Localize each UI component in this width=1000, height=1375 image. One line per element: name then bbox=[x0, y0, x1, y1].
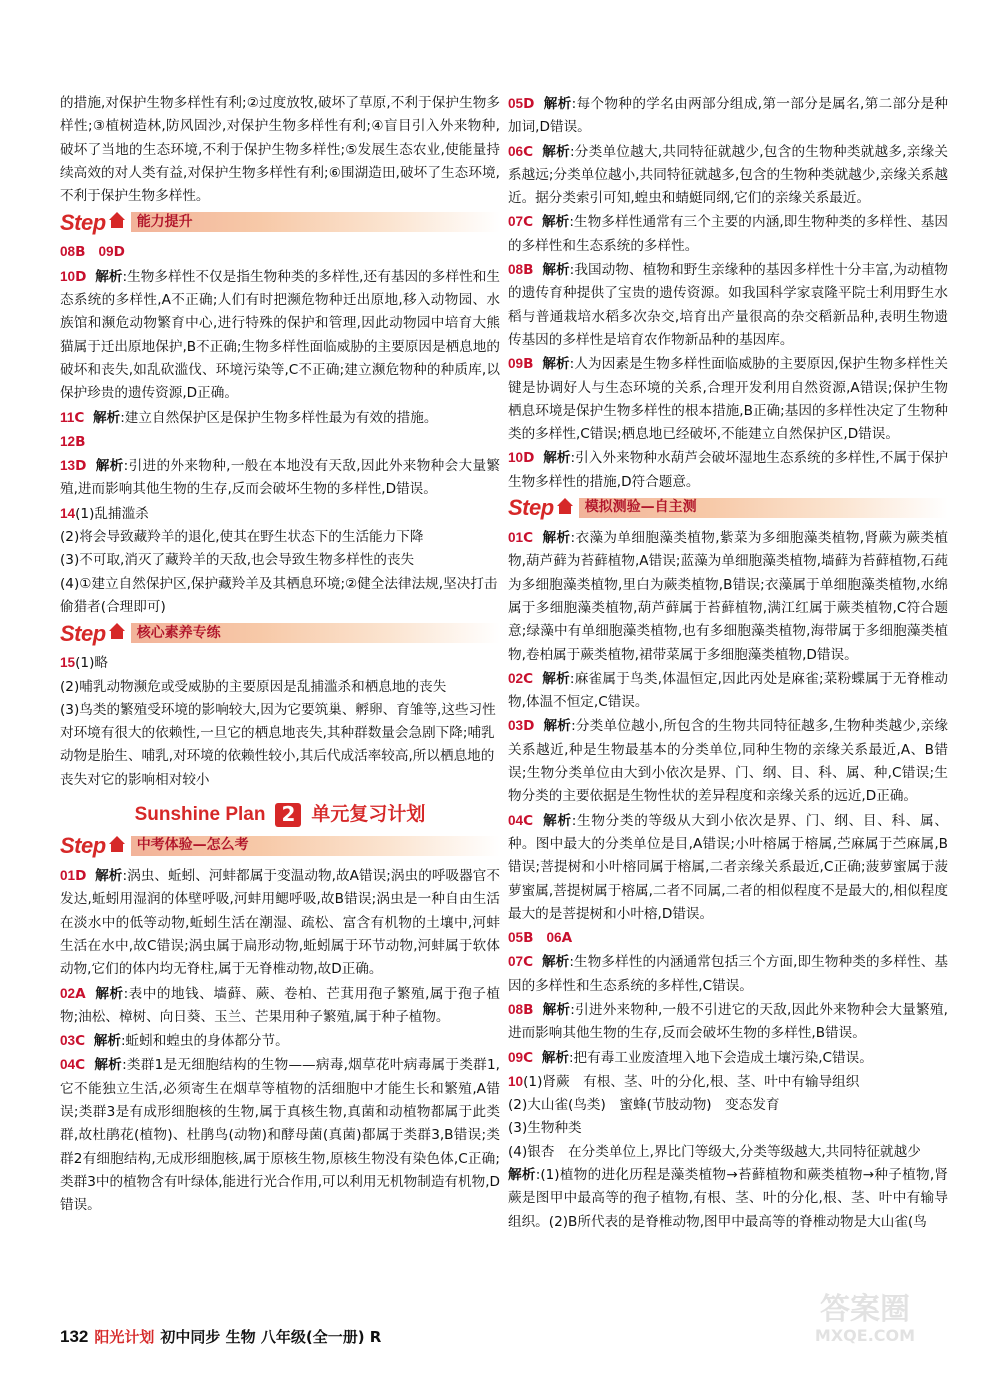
r10: 10(1)肾蕨 有根、茎、叶的分化,根、茎、叶中有输导组织 (2)大山雀(鸟类) 蜜蜂(节肢动物) 变态发育 (3)生物种类 (4)银杏 在分类单位上,界比门等级大,分类等级越大,共同特征就越少 解析:(1)植物的进化历程是藻类植物→苔藓植物和蕨类植物→种子植物,肾蕨是图甲中最高等的孢子植物,有根、茎、叶的分化,根、茎、叶中有输导组织。(2)B所代表的是脊椎动物,图甲中最高等的脊椎动物是大山雀(鸟 bbox=[508, 1073, 948, 1230]
r08: 08B 解析:引进外来物种,一般不引进它的天敌,因此外来物种会大量繁殖,进而影响其他生物的生存,反而会破坏生物的多样性,B错误。 bbox=[508, 1001, 948, 1042]
q10: 10D 解析:引入外来物种水葫芦会破坏湿地生态系统的多样性,不属于保护生物多样性的措施,D符合题意。 bbox=[508, 450, 949, 490]
q08-q09-row: 08B 09D bbox=[60, 244, 125, 261]
q07: 07C 解析:生物多样性通常有三个主要的内涵,即生物种类的多样性、基因的多样性和生态系统的多样性。 bbox=[508, 214, 948, 254]
r07: 07C 解析:生物多样性的内涵通常包括三个方面,即生物种类的多样性、基因的多样性和生态系统的多样性,C错误。 bbox=[508, 954, 948, 994]
r03: 03D 解析:分类单位越小,所包含的生物共同特征越多,生物种类越少,亲缘关系越近,种是生物最基本的分类单位,同种生物的亲缘关系最近,A、B错误;生物分类单位由大到小依次是界、门、纲、目、科、属、种,C错误;生物分类的主要依据是生物性状的差异程度和亲缘关系的远近,D正确。 bbox=[508, 718, 949, 805]
q10: 10D 解析:生物多样性不仅是指生物种类的多样性,还有基因的多样性和生态系统的多样性,A不正确;人们有时把濒危物种迁出原地,移入动物园、水族馆和濒危动物繁育中心,进行特殊的保护和管理,因此动物园中培育大熊猫属于迁出原地保护,B不正确;生物多样性面临威胁的主要原因是栖息地的破坏和丧失,如乱砍滥伐、环境污染等,C不正确;建立濒危物种的种质库,以保护珍贵的遗传资源,D正确。 bbox=[60, 268, 501, 402]
q14: 14(1)乱捕滥杀 (2)将会导致藏羚羊的退化,使其在野生状态下的生活能力下降 (3)不可取,消灭了藏羚羊的天敌,也会导致生物多样性的丧失 (4)①建立自然保护区,保护藏羚羊及其栖息环境;②健全法律法规,坚决打击偷猎者(合理即可) bbox=[60, 505, 498, 615]
q09: 09B 解析:人为因素是生物多样性面临威胁的主要原因,保护生物多样性关键是协调好人与生态环境的关系,合理开发利用自然资源,A错误;保护生物栖息环境是保护生物多样性的根本措施,B正确;基因的多样性决定了生物种类的多样性,C错误;栖息地已经破坏,不能建立自然保护区,D错误。 bbox=[508, 356, 948, 443]
sunshine-plan-heading: Sunshine Plan 2 单元复习计划 bbox=[134, 802, 426, 827]
step-banner-core: Step 核心素养专练 bbox=[60, 621, 500, 645]
left-intro: 的措施,对保护生物多样性有利;②过度放牧,破坏了草原,不利于保护生物多样性;③植树造林,防风固沙,对保护生物多样性有利;④盲目引入外来物种,破坏了当地的生态环境,不利于保护生物多样性;⑤发展生态农业,使能量持续高效的对人类有益,对保护生物多样性有利;⑥围湖造田,破坏了生态环境,不利于保护生物多样性。 bbox=[60, 95, 500, 205]
house-icon bbox=[109, 212, 125, 220]
left-column bbox=[60, 92, 500, 1217]
q15: 15(1)略 (2)哺乳动物濒危或受威胁的主要原因是乱捕滥杀和栖息地的丧失 (3)鸟类的繁殖受环境的影响较大,因为它要筑巢、孵卵、育雏等,这些习性对环境有很大的依赖性,一旦它的栖息地丧失,其种群数量会急剧下降;哺乳动物是胎生、哺乳,对环境的依赖性较小,其后代成活率较高,所以栖息地的丧失对它的影响相对较小 bbox=[60, 655, 496, 788]
watermark-logo bbox=[760, 1285, 970, 1345]
page-footer bbox=[60, 1326, 381, 1347]
r09: 09C 解析:把有毒工业废渣埋入地下会造成土壤污染,C错误。 bbox=[508, 1049, 873, 1066]
r05-r06-row: 05B 06A bbox=[508, 930, 573, 947]
step-banner-ability: Step 能力提升 bbox=[60, 210, 500, 234]
house-icon bbox=[109, 623, 125, 631]
q05: 05D 解析:每个物种的学名由两部分组成,第一部分是属名,第二部分是种加词,D错误。 bbox=[508, 96, 948, 136]
svg-text:答案圈: 答案圈 bbox=[820, 1292, 910, 1327]
q01: 01D 解析:涡虫、蚯蚓、河蚌都属于变温动物,故A错误;涡虫的呼吸器官不发达,蚯蚓用湿润的体壁呼吸,河蚌用鳃呼吸,故B错误;涡虫是一种自由生活在淡水中的低等动物,蚯蚓生活在潮湿、疏松、富含有机物的土壤中,河蚌生活在水中,故C错误;涡虫属于扁形动物,蚯蚓属于环节动物,河蚌属于软体动物,它们的体内均无脊柱,属于无脊椎动物,故D正确。 bbox=[60, 868, 500, 978]
q12: 12B bbox=[60, 433, 86, 450]
q02: 02A 解析:表中的地钱、墙藓、蕨、卷柏、芒萁用孢子繁殖,属于孢子植物;油松、樟树、向日葵、玉兰、芒果用种子繁殖,属于种子植物。 bbox=[60, 985, 500, 1025]
q06: 06C 解析:分类单位越大,共同特征就越少,包含的生物种类就越多,亲缘关系越远;分类单位越小,共同特征就越多,包含的生物种类就越少,亲缘关系越近。据分类索引可知,蝗虫和蜻蜓同纲,它们的亲缘关系最近。 bbox=[508, 143, 949, 207]
right-column bbox=[508, 92, 948, 1234]
brand-name: 阳光计划 bbox=[94, 1328, 155, 1346]
house-icon bbox=[109, 836, 125, 844]
r01: 01C 解析:衣藻为单细胞藻类植物,紫菜为多细胞藻类植物,肾蕨为蕨类植物,葫芦藓为苔藓植物,A错误;蓝藻为单细胞藻类植物,墙藓为苔藓植物,石莼为多细胞藻类植物,里白为蕨类植物,B错误;衣藻属于单细胞藻类植物,水绵属于多细胞藻类植物,葫芦藓属于苔藓植物,满江红属于蕨类植物,C符合题意;绿藻中有单细胞藻类植物,也有多细胞藻类植物,海带属于多细胞藻类植物,卷柏属于蕨类植物,裙带菜属于多细胞藻类植物,D错误。 bbox=[508, 530, 948, 663]
r04: 04C 解析:生物分类的等级从大到小依次是界、门、纲、目、科、属、种。图中最大的分类单位是目,A错误;小叶榕属于榕属,苎麻属于苎麻属,B错误;菩提树和小叶榕同属于榕属,二者亲缘关系最近,C正确;菠萝蜜属于菠萝蜜属,菩提树属于榕属,二者不同属,二者的相似程度不是最大的,相似程度最大的是菩提树和小叶榕,D错误。 bbox=[508, 812, 948, 922]
page-number: 132 bbox=[60, 1326, 89, 1346]
q08: 08B 解析:我国动物、植物和野生亲缘种的基因多样性十分丰富,为动植物的遗传育种提供了宝贵的遗传资源。如我国科学家袁隆平院士利用野生水稻与普通栽培水稻多次杂交,培育出产量很高的杂交稻新品种,表明生物遗传基因的多样性是培育农作物新品种的基因库。 bbox=[508, 262, 948, 348]
house-icon bbox=[557, 498, 573, 506]
q04: 04C 解析:类群1是无细胞结构的生物——病毒,烟草花叶病毒属于类群1,它不能独立生活,必须寄生在烟草等植物的活细胞中才能生长和繁殖,A错误;类群3是有成形细胞核的生物,属于真核生物,真菌和动植物都属于此类群,故杜鹃花(植物)、杜鹃鸟(动物)和酵母菌(真菌)都属于类群3,B错误;类群2有细胞结构,无成形细胞核,属于原核生物,原核生物没有染色体,C正确;类群3中的植物含有叶绿体,能进行光合作用,可以利用无机物制造有机物,D错误。 bbox=[60, 1057, 500, 1214]
r02: 02C 解析:麻雀属于鸟类,体温恒定,因此丙处是麻雀;菜粉蝶属于无脊椎动物,体温不恒定,C错误。 bbox=[508, 670, 948, 711]
book-title: 初中同步 生物 八年级(全一册) R bbox=[160, 1328, 382, 1346]
q13: 13D 解析:引进的外来物种,一般在本地没有天敌,因此外来物种会大量繁殖,进而影响其他生物的生存,反而会破坏生物的多样性,D错误。 bbox=[60, 458, 500, 498]
step-banner-exam: Step 中考体验—怎么考 bbox=[60, 834, 500, 858]
step-banner-mock: Step 模拟测验—自主测 bbox=[508, 496, 948, 520]
svg-text:MXQE.COM: MXQE.COM bbox=[814, 1326, 916, 1345]
q11: 11C 解析:建立自然保护区是保护生物多样性最为有效的措施。 bbox=[60, 409, 438, 426]
q03: 03C 解析:蚯蚓和蝗虫的身体都分节。 bbox=[60, 1033, 289, 1050]
